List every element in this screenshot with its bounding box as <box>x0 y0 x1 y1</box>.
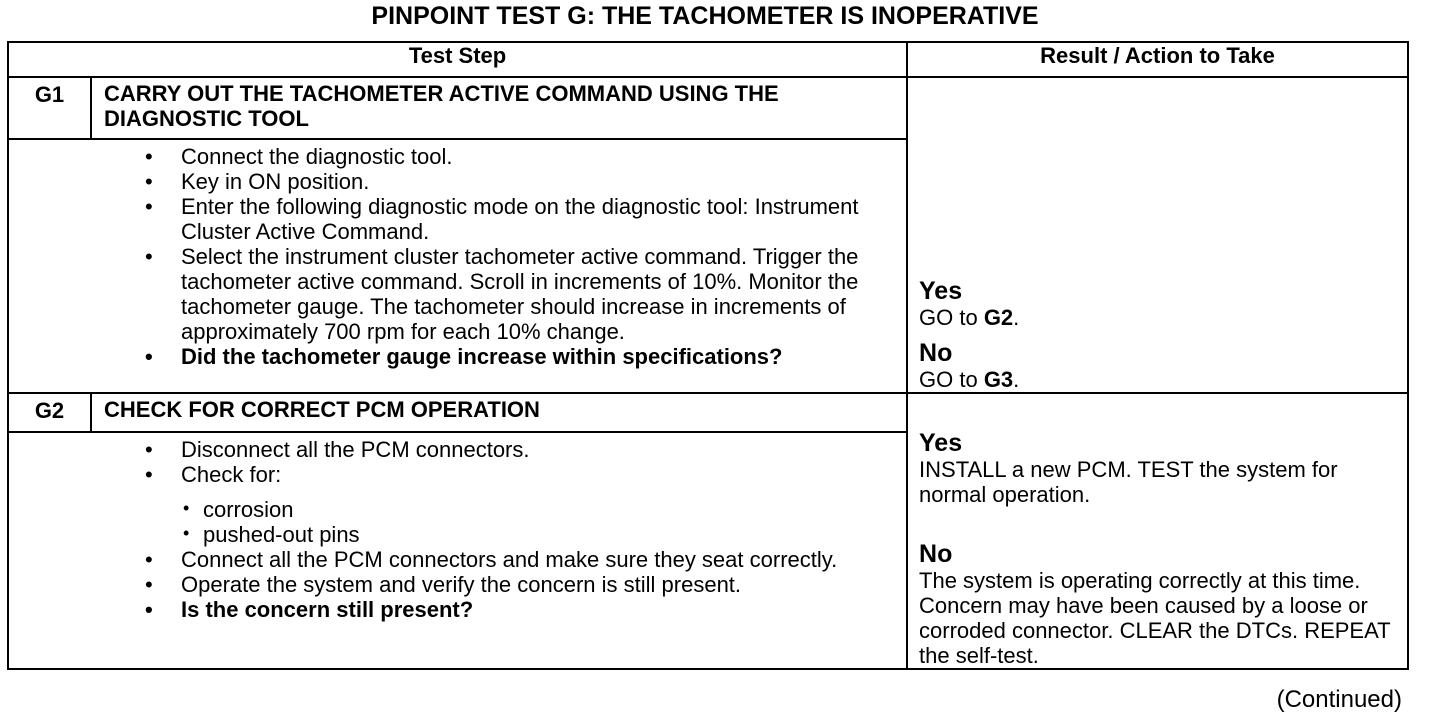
g2-step-4: • Operate the system and verify the concern is still present. <box>181 572 898 597</box>
g1-step-id: G1 <box>8 77 91 139</box>
continued-label: (Continued) <box>1276 686 1402 713</box>
g1-question: • Did the tachometer gauge increase within specifications? <box>181 344 898 369</box>
g1-step-3: • Enter the following diagnostic mode on the diagnostic tool: Instrument Cluster Active Command. <box>181 194 898 244</box>
header-test-step: Test Step <box>8 42 907 77</box>
g1-steps <box>91 139 907 393</box>
g2-check-list <box>181 497 898 547</box>
g2-step-id: G2 <box>8 393 91 432</box>
g2-no-action: The system is operating correctly at this time. Concern may have been caused by a loose or corroded connector. CLEAR the DTCs. REPEAT the self-test. <box>919 568 1391 668</box>
g1-no-suffix: . <box>1013 367 1020 392</box>
g1-no-action <box>919 367 1401 392</box>
g1-no-label: No <box>919 339 953 367</box>
g1-step-4: • Select the instrument cluster tachometer active command. Trigger the tachometer active command. Scroll in increments of 10%. Monitor the tachometer gauge. The tachometer should increase in increments of approximately 700 rpm for each 10% change. <box>181 244 898 344</box>
g1-yes-prefix: GO to <box>919 305 984 330</box>
pinpoint-test-table <box>7 41 1409 670</box>
header-result-action: Result / Action to Take <box>907 42 1408 77</box>
g1-step-2: • Key in ON position. <box>181 169 898 194</box>
g1-result-cell <box>907 77 1408 393</box>
g1-yes-action <box>919 305 1401 330</box>
g1-yes-label: Yes <box>919 277 963 305</box>
table-header-row <box>8 42 1408 77</box>
g1-no-prefix: GO to <box>919 367 984 392</box>
g2-step-1: • Disconnect all the PCM connectors. <box>181 437 898 462</box>
g2-check-item-corrosion: • corrosion <box>181 497 898 522</box>
g2-question: • Is the concern still present? <box>181 597 898 622</box>
g1-step-title: CARRY OUT THE TACHOMETER ACTIVE COMMAND USING THE DIAGNOSTIC TOOL <box>91 77 907 139</box>
g2-yes-label: Yes <box>919 429 963 457</box>
page-title: PINPOINT TEST G: THE TACHOMETER IS INOPERATIVE <box>371 2 1039 30</box>
g2-steps <box>91 432 907 669</box>
g2-title-row <box>8 393 1408 432</box>
g2-step-2-text: Check for: <box>181 462 282 487</box>
g1-yes-suffix: . <box>1013 305 1020 330</box>
g1-step-1: • Connect the diagnostic tool. <box>181 144 898 169</box>
g2-yes-action: INSTALL a new PCM. TEST the system for normal operation. <box>919 457 1338 507</box>
g2-no-label: No <box>919 540 953 568</box>
g1-no-target: G3 <box>983 367 1014 392</box>
g2-step-3: • Connect all the PCM connectors and make sure they seat correctly. <box>181 547 898 572</box>
g2-step-title: CHECK FOR CORRECT PCM OPERATION <box>91 393 907 432</box>
g1-title-row <box>8 77 1408 139</box>
g2-result-cell <box>907 393 1408 669</box>
g1-yes-target: G2 <box>983 305 1014 330</box>
g2-check-item-pins: • pushed-out pins <box>181 522 898 547</box>
g2-step-2 <box>181 462 898 547</box>
